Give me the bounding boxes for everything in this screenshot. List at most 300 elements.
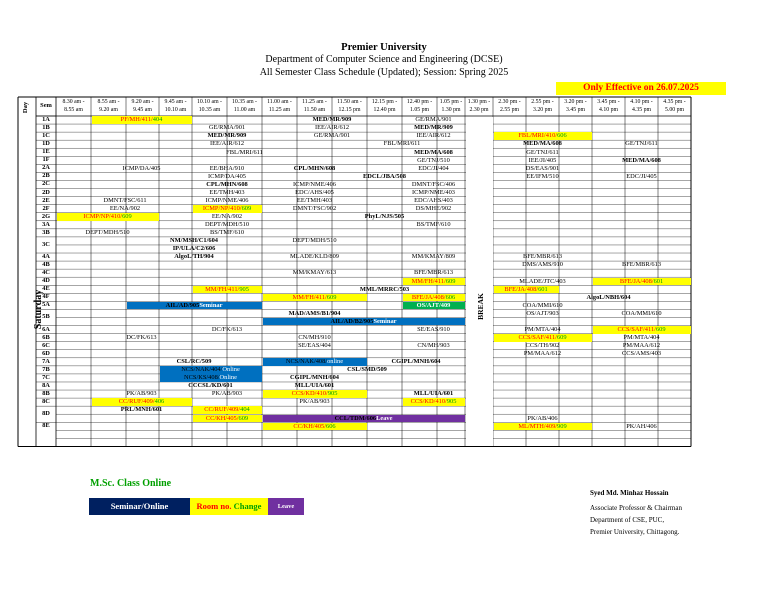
time-slot-header: [526, 98, 559, 114]
class-code: ICMP/NP/410/: [202, 204, 242, 212]
class-code: EDC/AHS/405: [295, 188, 334, 196]
time-slot-start: 8.55 am -: [97, 99, 120, 105]
time-slot-start: 9.45 am -: [164, 99, 187, 105]
day-label: Saturday: [33, 289, 45, 330]
class-code: IEE/AIR/612: [314, 124, 350, 132]
class-code: PK/AB/903: [299, 398, 330, 406]
class-code: AlgoL/NBH/604: [586, 293, 631, 301]
time-slot-start: 2.55 pm -: [531, 99, 554, 105]
class-entry: [494, 165, 592, 173]
semester-label: 4B: [42, 261, 50, 269]
semester-label: 8C: [42, 398, 50, 406]
class-code: MM/KMAY/613: [292, 269, 337, 277]
class-code: GE/TNJ/510: [417, 156, 450, 164]
class-note: 404: [240, 406, 250, 414]
class-entry: [92, 406, 192, 414]
signatory-name: Syed Md. Minhaz Hossain: [590, 489, 669, 497]
class-entry: [263, 165, 367, 173]
class-entry: [263, 205, 367, 213]
class-entry: [57, 229, 159, 237]
class-code: CCS/AMS/403: [621, 350, 662, 358]
semester-label: 2A: [42, 164, 50, 172]
class-code: GE/TNJ/611: [625, 140, 658, 148]
legend-seminar-online: Seminar/Online: [89, 498, 190, 515]
class-entry: [403, 165, 465, 173]
class-entry: [92, 205, 159, 213]
class-code: MED/MA/608: [622, 156, 661, 164]
class-code: DS/EAS/901: [525, 164, 560, 172]
class-note: 905: [239, 285, 249, 293]
time-slot-header: [227, 98, 262, 114]
class-code: BS/TMF/610: [416, 221, 451, 229]
legend-room-change: [190, 498, 268, 515]
class-code: BFE/JA/408/: [504, 285, 539, 293]
time-slot-header: [437, 98, 465, 114]
class-code: MLL/UIA/601: [413, 390, 454, 398]
class-code: PK/AB/903: [211, 390, 243, 398]
class-note: Online: [219, 374, 237, 382]
time-slot-header: [332, 98, 367, 114]
class-entry: [263, 382, 367, 390]
time-slot-header: [126, 98, 159, 114]
class-code: NCS/NAK/408/: [285, 358, 328, 366]
class-code: OS/AJT/409: [416, 301, 451, 309]
class-entry: [263, 294, 367, 302]
class-entry: [193, 415, 262, 423]
class-code: PhyL/NJS/505: [364, 213, 405, 221]
class-code: CC/RUF/409/: [204, 406, 241, 414]
semester-label: 8E: [42, 422, 50, 430]
class-entry: [593, 157, 691, 165]
class-code: BFE/MBR/613: [621, 261, 662, 269]
class-entry: [494, 334, 592, 342]
class-code: ML/MTH/409/: [518, 422, 558, 430]
class-entry: [92, 165, 192, 173]
class-code: PK/AH/406: [626, 422, 657, 430]
msc-online-note: M.Sc. Class Online: [90, 478, 172, 489]
class-entry: [193, 165, 262, 173]
time-slot-header: [465, 98, 493, 114]
class-entry: [298, 366, 437, 374]
class-entry: [193, 286, 262, 294]
semester-label: 6C: [42, 341, 50, 349]
time-slot-end: 11.25 am: [268, 107, 291, 113]
class-code: NM/MSH/C1/604: [170, 237, 218, 245]
class-note: Seminar: [373, 317, 397, 325]
class-code: OS/AJT/903: [526, 309, 559, 317]
time-slot-end: 10.10 am: [164, 107, 187, 113]
class-code: GE/RMA/901: [313, 132, 351, 140]
time-slot-end: 4.35 pm: [631, 107, 651, 113]
class-note: 609: [326, 293, 337, 301]
time-slot-end: 9.45 am: [133, 107, 152, 113]
class-code: EE/BHA/910: [209, 164, 245, 172]
semester-label: 3B: [42, 228, 50, 236]
class-entry: [263, 318, 465, 326]
time-slot-start: 3.20 pm -: [564, 99, 587, 105]
class-entry: [368, 140, 437, 148]
class-code: MM/KMAY/809: [411, 253, 456, 261]
class-code: CPL/MHN/608: [293, 164, 336, 172]
time-slot-start: 11.25 am -: [302, 99, 327, 105]
time-slot-end: 10.35 am: [198, 107, 221, 113]
semester-label: 1B: [42, 124, 50, 132]
class-code: CCS/SAF/411/: [617, 325, 656, 333]
class-entry: [593, 342, 691, 350]
class-code: MLADE/KLD/809: [290, 253, 339, 261]
semester-label: 2D: [42, 188, 50, 196]
class-code: FBL/MRI/611: [383, 140, 421, 148]
class-code: DC/FK/613: [211, 325, 243, 333]
time-slot-header: [192, 98, 227, 114]
time-slot-header: [559, 98, 592, 114]
semester-label: 2F: [42, 204, 50, 212]
semester-label: 7A: [42, 357, 50, 365]
semester-label: 2E: [42, 196, 50, 204]
class-note: 609: [241, 204, 252, 212]
class-code: BFE/MBR/613: [522, 253, 563, 261]
schedule-title: All Semester Class Schedule (Updated); Session: Spring 2025: [259, 67, 509, 78]
class-entry: [263, 398, 367, 406]
day-header: Day: [22, 101, 30, 114]
class-entry: [333, 286, 437, 294]
class-code: IEE/AIR/612: [209, 140, 245, 148]
time-slot-start: 8.30 am -: [62, 99, 85, 105]
class-entry: [92, 197, 159, 205]
class-entry: [403, 302, 465, 310]
legend-leave: Leave: [268, 498, 304, 515]
class-entry: [263, 415, 465, 423]
class-note: 404: [152, 116, 163, 124]
class-code: DEPT/MDH/510: [85, 229, 130, 237]
class-entry: [193, 221, 262, 229]
class-entry: [263, 189, 367, 197]
class-code: DMNT/FSC/902: [292, 204, 337, 212]
class-entry: [403, 221, 465, 229]
semester-label: 1A: [42, 116, 50, 123]
class-entry: [403, 132, 465, 140]
class-code: MM/FH/411/: [205, 285, 240, 293]
legend-room-change-b: Change: [233, 501, 262, 511]
class-code: MED/MR/909: [312, 116, 352, 124]
class-note: 606: [445, 293, 456, 301]
class-entry: [193, 124, 262, 132]
class-entry: [193, 181, 262, 189]
time-slot-end: 11.50 am: [303, 107, 326, 113]
class-code: DMNT/FSC/406: [411, 180, 456, 188]
class-code: CC/RUF/409/: [118, 398, 155, 406]
class-note: 909: [557, 422, 567, 430]
class-code: DS/MHE/902: [415, 204, 452, 212]
semester-label: 2G: [41, 212, 51, 220]
class-entry: [193, 132, 262, 140]
class-entry: [403, 205, 465, 213]
semester-label: 4C: [42, 269, 50, 277]
class-code: CCS/KD/410/: [410, 398, 447, 406]
class-code: FBL/MRI/410/: [518, 132, 558, 140]
class-note: 609: [556, 333, 567, 341]
class-entry: [403, 390, 465, 398]
class-entry: [57, 213, 159, 221]
semester-label: 5B: [42, 313, 50, 321]
time-slot-start: 1.05 pm -: [439, 99, 463, 105]
class-entry: [494, 140, 592, 148]
semester-label: 7C: [42, 373, 50, 381]
class-code: EDC/JI/404: [418, 164, 449, 172]
class-entry: [193, 173, 262, 181]
class-entry: [127, 253, 262, 261]
class-entry: [403, 149, 465, 157]
class-entry: [193, 406, 262, 414]
class-note: online: [327, 358, 344, 366]
class-entry: [193, 213, 262, 221]
class-code: CSL/RC/509: [176, 358, 212, 366]
class-code: COA/MMI/610: [522, 301, 563, 309]
time-slot-start: 12.40 pm -: [406, 99, 433, 105]
sem-header: Sem: [40, 102, 52, 109]
class-code: GE/TNJ/611: [526, 148, 559, 156]
time-slot-start: 1.30 pm -: [467, 99, 491, 105]
class-code: CCS/TH/902: [525, 341, 560, 349]
class-entry: [263, 342, 367, 350]
class-code: AlgoL/TH/904: [174, 253, 214, 261]
time-slot-start: 10.35 am -: [232, 99, 257, 105]
class-code: PF/MH/411/: [120, 116, 153, 124]
class-entry: [593, 278, 691, 286]
semester-label: 1F: [42, 156, 50, 164]
time-slot-header: [402, 98, 437, 114]
class-code: BFE/JA/408/: [619, 277, 654, 285]
class-entry: [494, 310, 592, 318]
class-code: BFE/MBR/613: [413, 269, 454, 277]
semester-label: 1E: [42, 148, 50, 156]
class-code: IP/ULA/C2/606: [172, 245, 216, 253]
class-entry: [494, 261, 592, 269]
class-code: MM/FH/411/: [411, 277, 446, 285]
class-entry: [160, 366, 262, 374]
class-entry: [403, 269, 465, 277]
class-entry: [193, 197, 262, 205]
class-entry: [263, 390, 367, 398]
class-entry: [298, 132, 367, 140]
class-code: MM/FH/411/: [292, 293, 327, 301]
class-entry: [494, 302, 592, 310]
class-code: GE/RMA/901: [415, 116, 452, 124]
class-code: CSL/SMD/509: [347, 366, 387, 374]
class-note: 905: [327, 390, 338, 398]
class-code: PM/MTA/404: [524, 325, 561, 333]
semester-label: 7B: [42, 365, 50, 373]
class-entry: [593, 350, 691, 358]
class-code: EDC/AHS/403: [414, 196, 453, 204]
class-code: EE/NA/902: [109, 204, 141, 212]
class-entry: [593, 140, 691, 148]
time-slot-start: 9.20 am -: [131, 99, 154, 105]
class-entry: [333, 213, 437, 221]
class-code: PK/AB/406: [527, 414, 558, 422]
semester-label: 4A: [42, 253, 50, 261]
class-note: 406: [154, 398, 165, 406]
class-entry: [494, 326, 592, 334]
class-entry: [494, 278, 592, 286]
time-slot-end: 3.20 pm: [532, 107, 552, 113]
time-slot-end: 8.55 am: [64, 107, 83, 113]
class-code: ICMP/DA/405: [208, 172, 246, 180]
class-entry: [193, 140, 262, 148]
class-entry: [263, 181, 367, 189]
semester-label: 3C: [42, 240, 50, 248]
class-entry: [193, 326, 262, 334]
class-entry: [593, 423, 691, 431]
class-entry: [263, 197, 367, 205]
class-code: MML/MRRC/503: [359, 285, 410, 293]
semester-label: 8D: [42, 410, 50, 418]
class-code: MED/MA/608: [523, 140, 562, 148]
class-note: Seminar: [199, 301, 223, 309]
time-slot-end: 5.00 pm: [664, 107, 684, 113]
class-entry: [494, 173, 592, 181]
class-entry: [494, 342, 592, 350]
time-slot-header: [658, 98, 691, 114]
university-name: Premier University: [341, 42, 427, 53]
class-code: BFE/JA/408/: [411, 293, 446, 301]
legend-room-change-a: Room no.: [196, 501, 232, 511]
class-entry: [127, 245, 262, 253]
class-note: Online: [222, 366, 240, 374]
class-entry: [263, 374, 367, 382]
semester-label: 8B: [42, 390, 50, 398]
class-code: PM/MTA/404: [623, 333, 660, 341]
class-code: CCCSL/KD/601: [188, 382, 233, 390]
class-entry: [403, 398, 465, 406]
class-code: ICMP/NP/410/: [83, 213, 123, 221]
class-code: PK/AB/903: [126, 390, 157, 398]
class-code: DEPT/MDH/510: [292, 237, 337, 245]
class-code: COA/MMI/610: [621, 309, 662, 317]
class-entry: [494, 132, 592, 140]
class-entry: [160, 374, 262, 382]
class-entry: [92, 398, 192, 406]
class-entry: [403, 189, 465, 197]
semester-label: 4D: [42, 277, 50, 285]
class-entry: [494, 350, 592, 358]
time-slot-start: 12.15 pm -: [371, 99, 398, 105]
class-entry: [494, 149, 592, 157]
class-note: 905: [446, 398, 457, 406]
class-entry: [403, 253, 465, 261]
class-code: EE/TMH/403: [296, 196, 333, 204]
class-code: BS/TMF/610: [209, 229, 245, 237]
semester-label: 6D: [42, 349, 50, 357]
class-note: 609: [122, 213, 132, 221]
class-code: CGIPL/MNH/604: [391, 358, 441, 366]
class-code: DMS/AMS/910: [522, 261, 563, 269]
class-entry: [593, 310, 691, 318]
class-code: PRL/MNH/601: [120, 406, 163, 414]
semester-label: 8A: [42, 381, 50, 389]
class-entry: [403, 197, 465, 205]
class-entry: [92, 334, 192, 342]
break-column: [466, 117, 493, 446]
class-entry: [593, 326, 691, 334]
class-entry: [298, 116, 367, 124]
time-slot-end: 1.30 pm: [441, 107, 461, 113]
class-code: IEE/JI/405: [528, 156, 557, 164]
class-code: DEPT/MDH/510: [204, 221, 250, 229]
class-code: EDCL/JBA/508: [363, 172, 406, 180]
time-slot-end: 11.00 am: [233, 107, 256, 113]
time-slot-start: 11.00 am -: [267, 99, 292, 105]
semester-label: 4F: [42, 293, 50, 301]
class-code: CCL/TDM/606: [334, 414, 377, 422]
class-entry: [560, 294, 658, 302]
class-entry: [263, 237, 367, 245]
time-slot-header: [493, 98, 526, 114]
semester-label: 2C: [42, 180, 50, 188]
class-note: 609: [238, 414, 249, 422]
class-code: ICMP/NME/406: [205, 196, 249, 204]
break-label: BREAK: [475, 293, 485, 320]
time-slot-end: 2.30 pm: [469, 107, 489, 113]
semester-label: 3A: [42, 220, 50, 228]
time-slot-header: [56, 98, 91, 114]
class-entry: [403, 157, 465, 165]
class-note: 601: [653, 277, 664, 285]
class-entry: [494, 423, 592, 431]
class-code: CN/MH/903: [417, 341, 450, 349]
class-code: EE/TMH/403: [209, 188, 245, 196]
time-slot-start: 10.10 am -: [197, 99, 222, 105]
semester-label: 5A: [42, 301, 50, 309]
class-entry: [127, 237, 262, 245]
class-entry: [263, 423, 367, 431]
class-entry: [494, 253, 592, 261]
class-entry: [494, 286, 559, 294]
class-code: NCS/NAK/404/: [181, 366, 223, 374]
class-entry: [593, 261, 691, 269]
class-entry: [403, 326, 465, 334]
semester-label: 1D: [42, 140, 50, 148]
class-entry: [263, 269, 367, 277]
class-note: 606: [326, 422, 336, 430]
class-entry: [263, 334, 367, 342]
class-code: SE/EAS/910: [417, 325, 450, 333]
class-code: AIL/AD/905: [165, 301, 200, 309]
class-note: Leave: [376, 414, 393, 422]
class-code: CN/MH/910: [298, 333, 331, 341]
class-entry: [127, 302, 262, 310]
class-code: PM/MAA/612: [622, 341, 661, 349]
class-code: MED/MR/909: [414, 124, 453, 132]
time-slot-end: 1.05 pm: [409, 107, 429, 113]
class-code: ICMP/NME/403: [412, 188, 455, 196]
time-slot-header: [367, 98, 402, 114]
time-slot-header: [625, 98, 658, 114]
semester-label: 1C: [42, 132, 50, 140]
class-code: MLADE/JTC/403: [519, 277, 566, 285]
class-code: PM/MAA/612: [523, 350, 562, 358]
class-code: ICMP/DA/405: [122, 164, 161, 172]
class-entry: [298, 124, 367, 132]
class-code: DC/FK/613: [126, 333, 157, 341]
class-entry: [494, 157, 592, 165]
time-slot-end: 12.40 pm: [373, 107, 396, 113]
class-code: IEE/AIR/612: [416, 132, 451, 140]
class-code: CPL/MHN/608: [206, 180, 248, 188]
class-entry: [403, 294, 465, 302]
time-slot-header: [159, 98, 192, 114]
class-entry: [403, 116, 465, 124]
